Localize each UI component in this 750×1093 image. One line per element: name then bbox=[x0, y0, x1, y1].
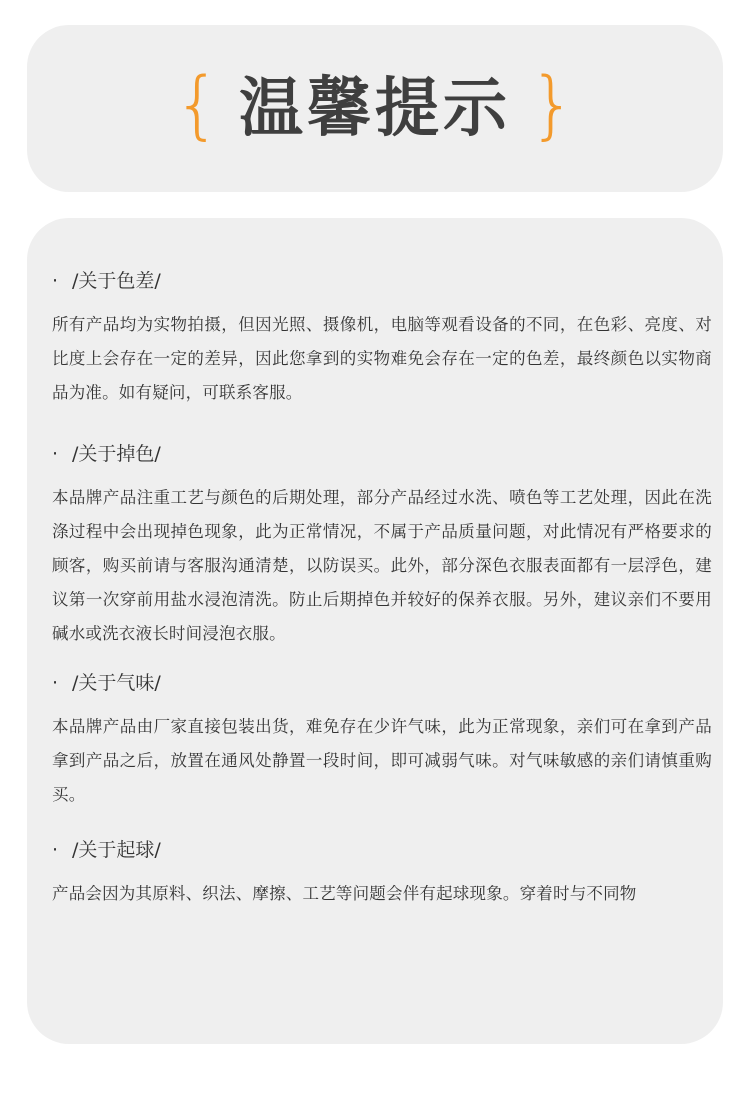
title-group bbox=[173, 61, 577, 148]
section-color-difference bbox=[52, 268, 712, 410]
section-heading-text: /关于气味/ bbox=[72, 672, 161, 694]
section-heading-text: /关于掉色/ bbox=[72, 443, 161, 465]
page-title: 温馨提示 bbox=[239, 71, 511, 146]
section-heading bbox=[52, 441, 712, 467]
section-odor bbox=[52, 670, 712, 812]
section-heading bbox=[52, 837, 712, 863]
section-body-text: 产品会因为其原料、织法、摩擦、工艺等问题会伴有起球现象。穿着时与不同物 bbox=[52, 884, 637, 903]
bullet-dot-icon: · bbox=[52, 443, 59, 465]
section-pilling bbox=[52, 837, 712, 911]
section-body-text: 本品牌产品由厂家直接包装出货，难免存在少许气味，此为正常现象，亲们可在拿到产品拿到产品之后，放置在通风处静置一段时间，即可减弱气味。对气味敏感的亲们请慎重购买。 bbox=[52, 717, 712, 804]
section-color-fading bbox=[52, 441, 712, 651]
title-banner bbox=[27, 25, 723, 192]
section-body-text: 本品牌产品注重工艺与颜色的后期处理，部分产品经过水洗、喷色等工艺处理，因此在洗涤过程中会出现掉色现象，此为正常情况，不属于产品质量问题，对此情况有严格要求的顾客，购买前请与客服沟通清楚，以防误买。此外，部分深色衣服表面都有一层浮色，建议第一次穿前用盐水浸泡清洗。防止后期掉色并较好的保养衣服。另外，建议亲们不要用碱水或洗衣液长时间浸泡衣服。 bbox=[52, 488, 712, 643]
notice-content-card bbox=[27, 218, 723, 1044]
left-brace-decoration: { bbox=[173, 61, 221, 148]
section-heading-text: /关于色差/ bbox=[72, 270, 161, 292]
section-heading bbox=[52, 268, 712, 294]
bullet-dot-icon: · bbox=[52, 672, 59, 694]
section-heading bbox=[52, 670, 712, 696]
section-body-text: 所有产品均为实物拍摄，但因光照、摄像机，电脑等观看设备的不同，在色彩、亮度、对比度上会存在一定的差异，因此您拿到的实物难免会存在一定的色差，最终颜色以实物商品为准。如有疑问，可联系客服。 bbox=[52, 315, 712, 402]
section-heading-text: /关于起球/ bbox=[72, 839, 161, 861]
bullet-dot-icon: · bbox=[52, 839, 59, 861]
bullet-dot-icon: · bbox=[52, 270, 59, 292]
right-brace-decoration: } bbox=[529, 61, 577, 148]
